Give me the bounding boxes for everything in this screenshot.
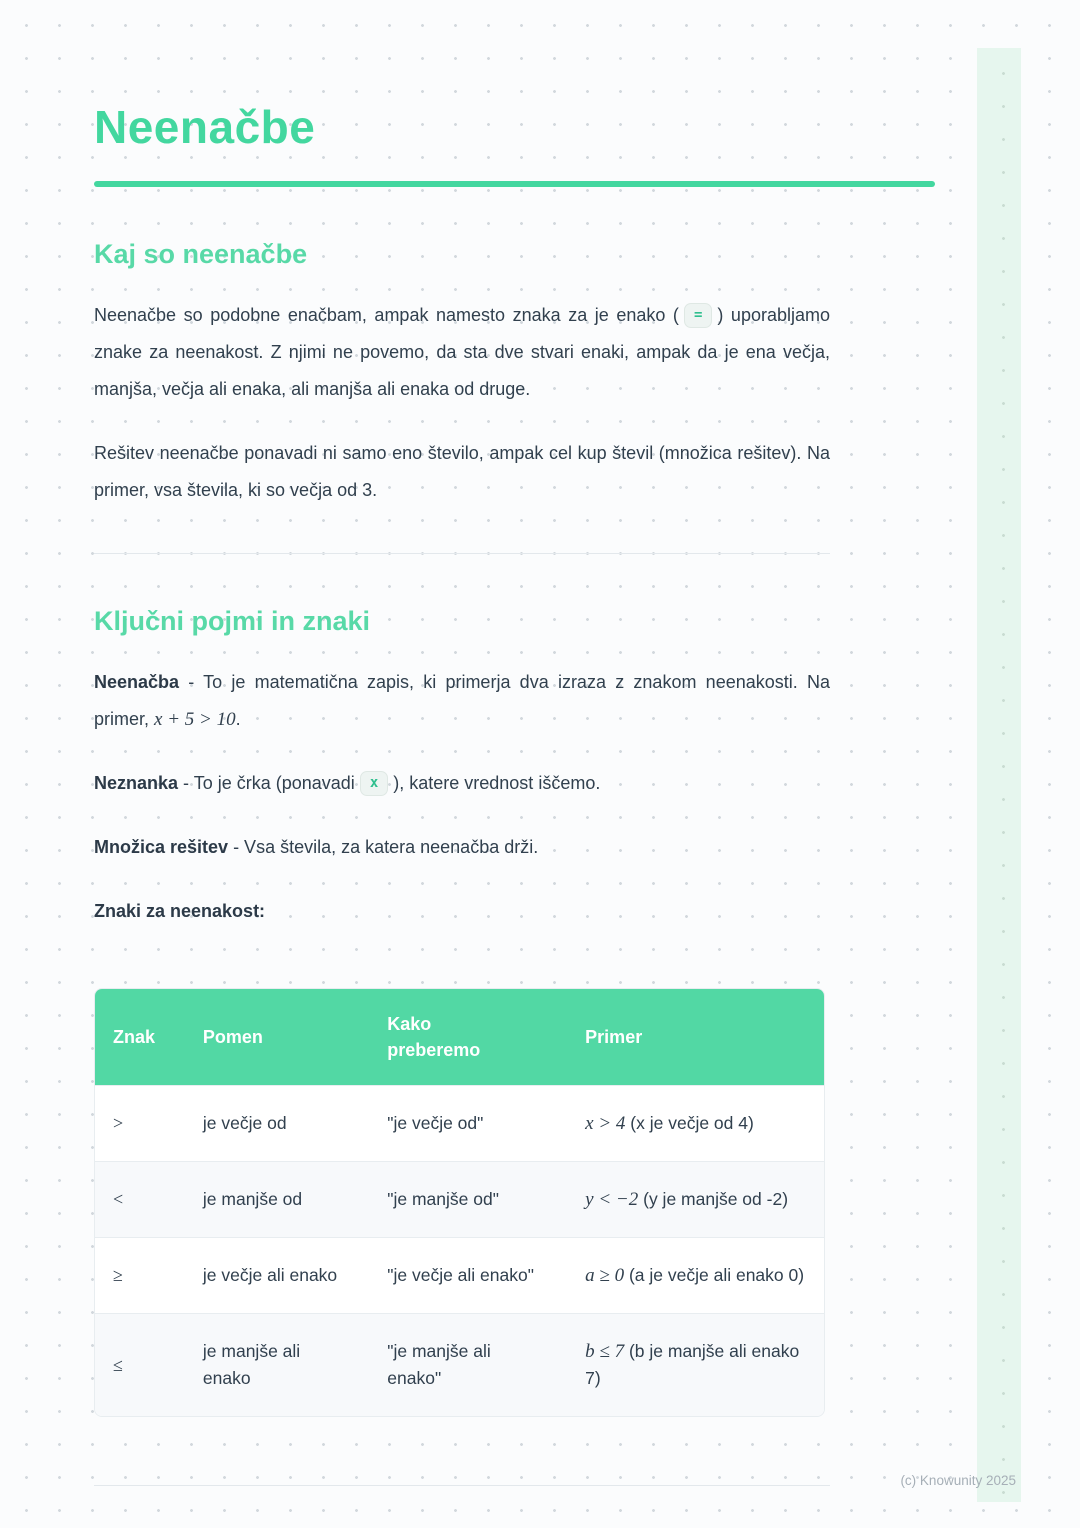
pomen-cell: je večje od xyxy=(185,1085,369,1161)
preberemo-cell: "je večje ali enako" xyxy=(369,1237,567,1313)
equals-sign-chip: = xyxy=(684,303,712,328)
page-title: Neenačbe xyxy=(94,101,316,153)
pomen-cell: je manjše od xyxy=(185,1161,369,1237)
signs-label: Znaki za neenakost: xyxy=(94,901,266,921)
table-header-primer: Primer xyxy=(567,989,824,1085)
term-tail: ), katere vrednost iščemo. xyxy=(393,773,601,793)
symbol-cell: < xyxy=(95,1161,185,1237)
preberemo-cell: "je manjše od" xyxy=(369,1161,567,1237)
section-heading-intro: Kaj so neenačbe xyxy=(94,239,308,269)
primer-text: (y je manjše od -2) xyxy=(638,1189,789,1209)
term-text: - Vsa števila, za katera neenačba drži. xyxy=(228,837,539,857)
section-divider xyxy=(94,553,830,554)
primer-cell xyxy=(567,1237,824,1313)
primer-cell xyxy=(567,1085,824,1161)
term-name: Neznanka xyxy=(94,773,179,793)
term-tail: . xyxy=(235,709,241,729)
x-variable-chip: x xyxy=(360,771,388,796)
table-row xyxy=(95,1085,824,1161)
table-row xyxy=(95,1237,824,1313)
preberemo-cell: "je manjše ali enako" xyxy=(369,1313,567,1416)
table-header-znak: Znak xyxy=(95,989,185,1085)
table-header-kako-preberemo: Kako preberemo xyxy=(369,989,567,1085)
bottom-divider xyxy=(94,1485,830,1486)
document-content xyxy=(94,0,935,1486)
intro-p1-text-after: ) uporabljamo znake za neenakost. Z njimi ne povemo, da sta dve stvari enaki, ampak da je ena večja, manjša, večja ali enaka, ali manjša ali enaka od druge. xyxy=(94,305,830,399)
table-header-pomen: Pomen xyxy=(185,989,369,1085)
primer-cell xyxy=(567,1161,824,1237)
term-name: Neenačba xyxy=(94,672,180,692)
term-paragraph-neenacba xyxy=(94,664,830,738)
table-row xyxy=(95,1161,824,1237)
primer-math: y < −2 xyxy=(585,1189,639,1210)
primer-math: b ≤ 7 xyxy=(585,1341,625,1362)
symbol-cell: ≤ xyxy=(95,1313,185,1416)
intro-paragraph-2: Rešitev neenačbe ponavadi ni samo eno število, ampak cel kup števil (množica rešitev). Na primer, vsa števila, ki so večja od 3. xyxy=(94,443,830,500)
intro-p1-text-before: Neenačbe so podobne enačbam, ampak namesto znaka za je enako ( xyxy=(94,305,679,325)
term-name: Množica rešitev xyxy=(94,837,229,857)
primer-text: (b je manjše ali enako 7) xyxy=(585,1341,800,1388)
table-row xyxy=(95,1313,824,1416)
pomen-cell: je večje ali enako xyxy=(185,1237,369,1313)
primer-cell xyxy=(567,1313,824,1416)
table-header-row xyxy=(95,989,824,1085)
primer-text: (a je večje ali enako 0) xyxy=(624,1265,805,1285)
pomen-cell: je manjše ali enako xyxy=(185,1313,369,1416)
preberemo-cell: "je večje od" xyxy=(369,1085,567,1161)
symbol-cell: > xyxy=(95,1085,185,1161)
term-math-expression: x + 5 > 10 xyxy=(154,709,236,730)
term-paragraph-neznanka xyxy=(94,765,830,802)
primer-math: x > 4 xyxy=(585,1113,626,1134)
term-text: - To je matematična zapis, ki primerja dva izraza z znakom neenakosti. Na primer, xyxy=(94,672,830,729)
side-accent-strip xyxy=(977,48,1021,1502)
section-heading-terms: Ključni pojmi in znaki xyxy=(94,606,371,636)
term-text: - To je črka (ponavadi xyxy=(178,773,355,793)
copyright-footer: (c) Knowunity 2025 xyxy=(900,1473,1016,1488)
primer-math: a ≥ 0 xyxy=(585,1265,625,1286)
inequality-signs-table xyxy=(94,988,825,1417)
symbol-cell: ≥ xyxy=(95,1237,185,1313)
title-divider-rule xyxy=(94,181,935,187)
primer-text: (x je večje od 4) xyxy=(625,1113,754,1133)
intro-paragraph-1 xyxy=(94,297,830,408)
term-paragraph-mnozica-resitev xyxy=(94,829,830,866)
